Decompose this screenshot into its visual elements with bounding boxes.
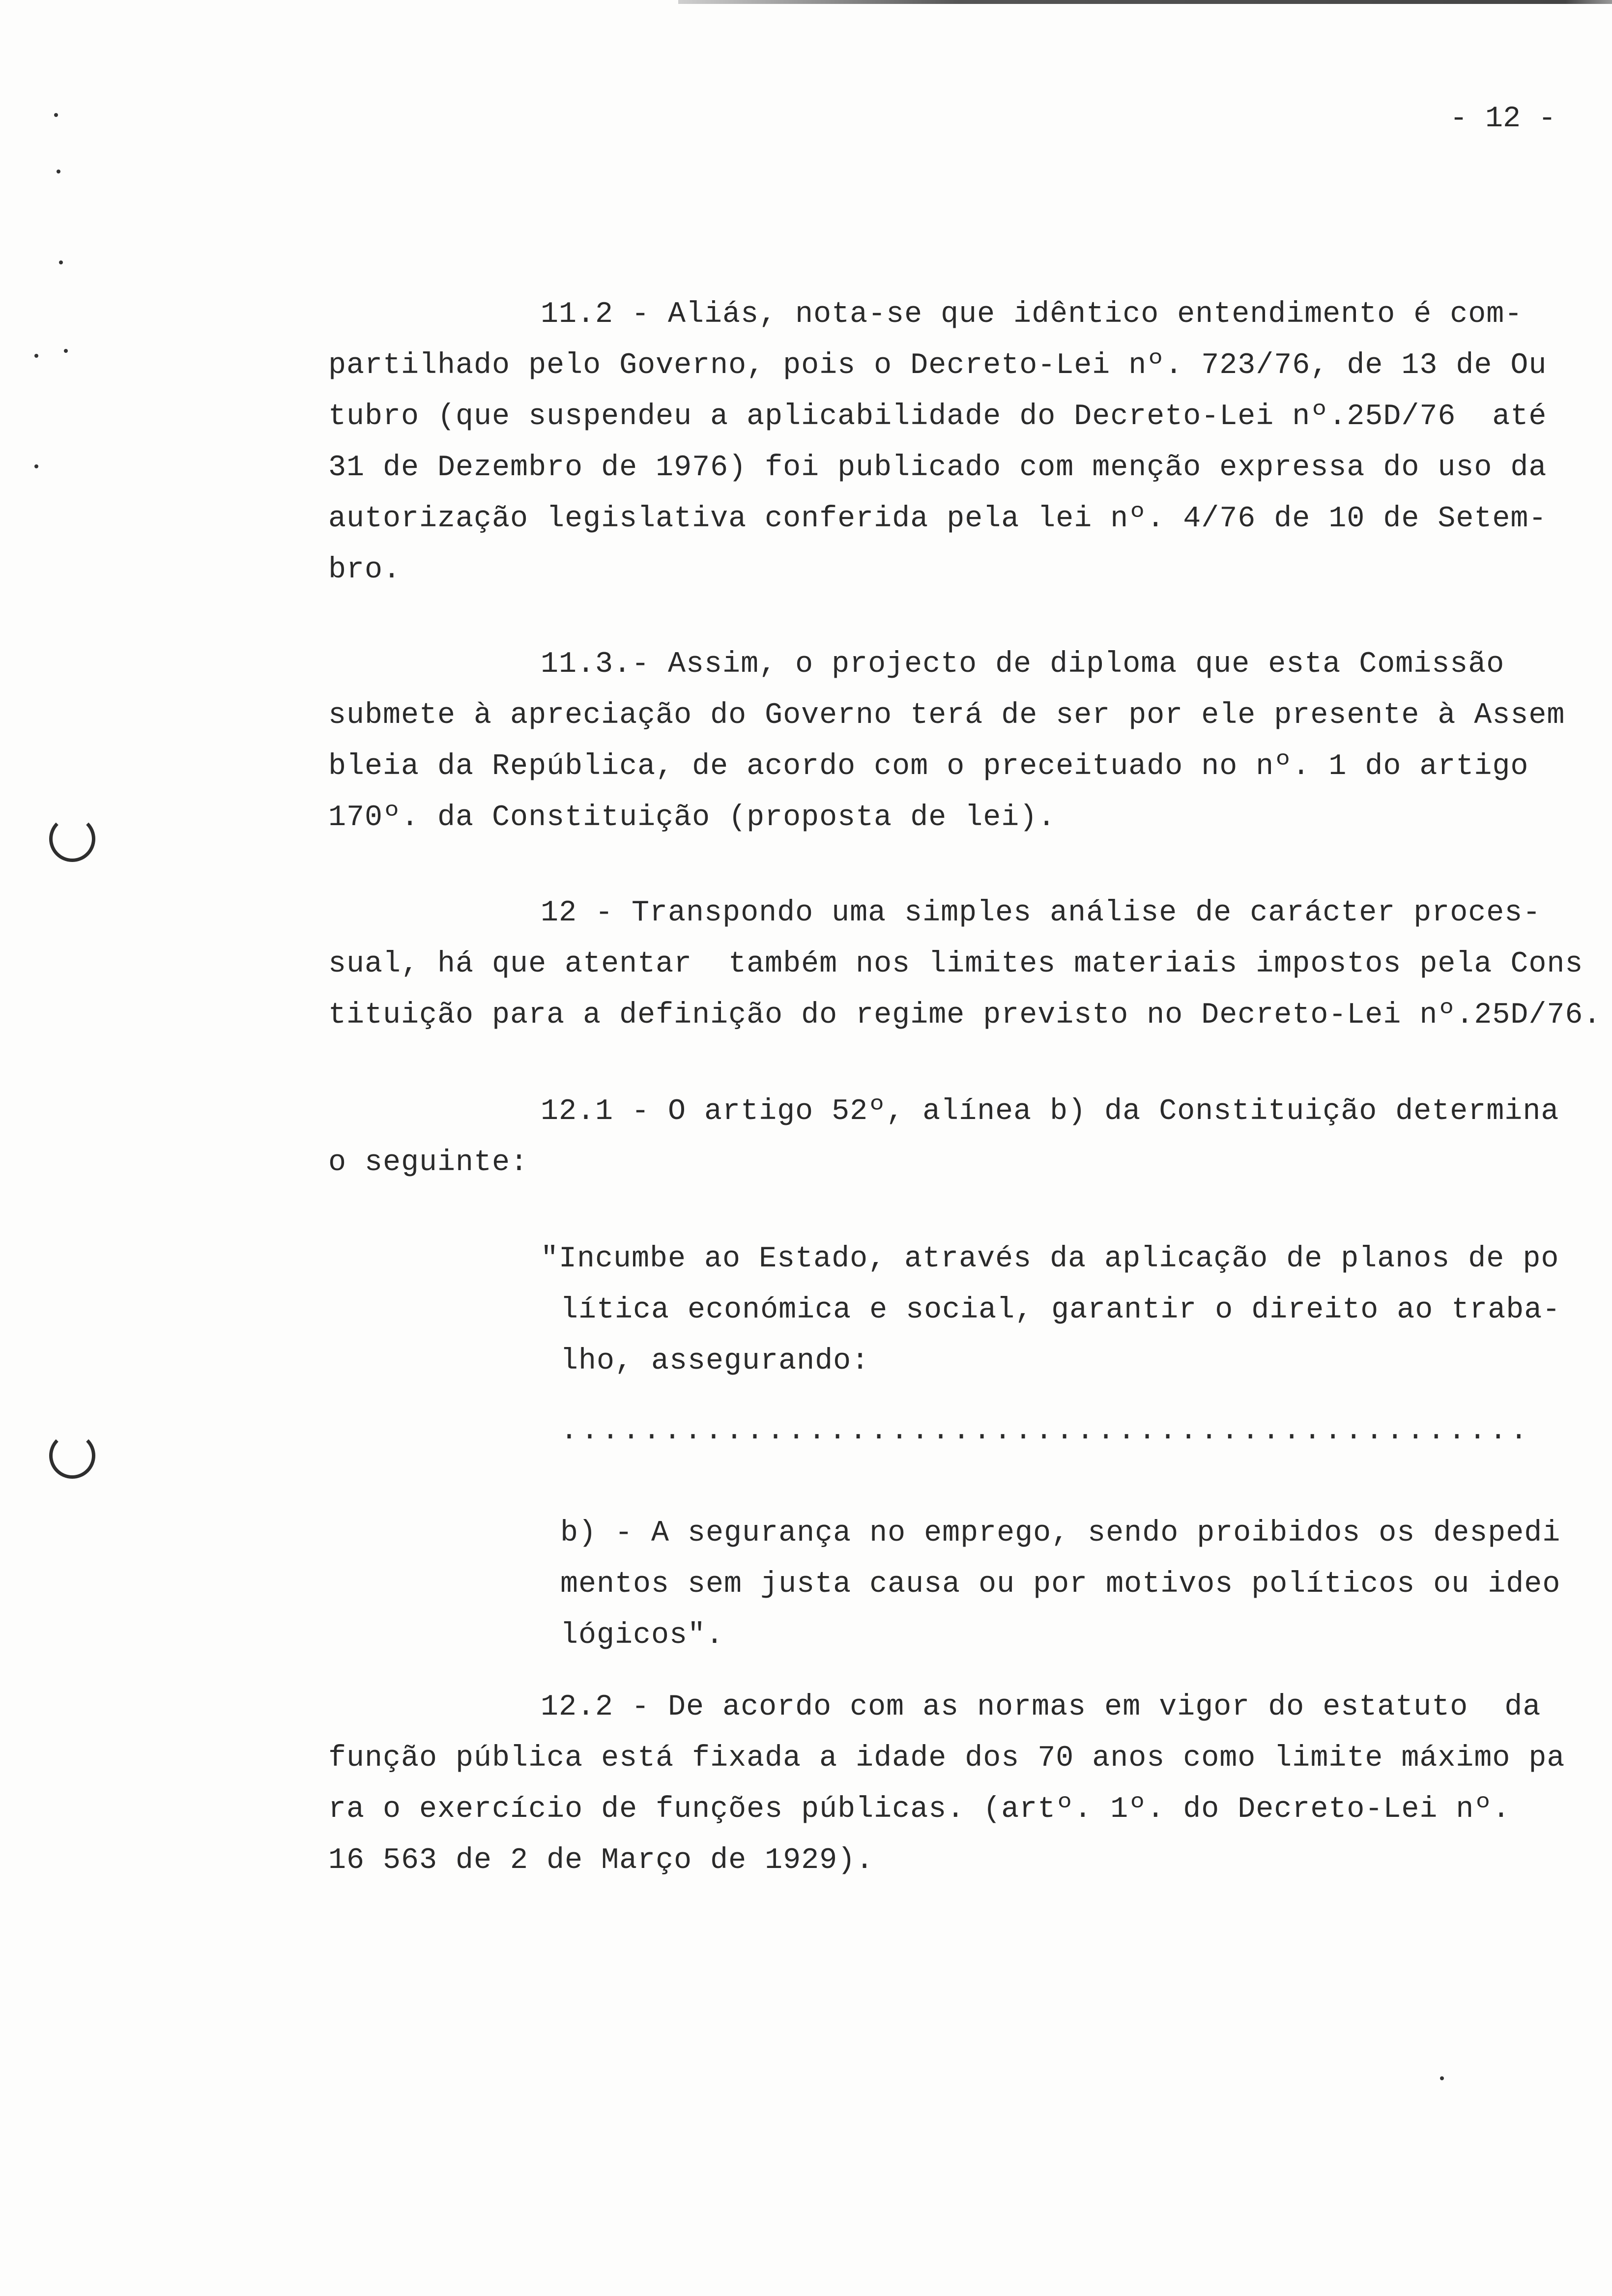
- speck: [1440, 2076, 1444, 2080]
- quote-line-5: mentos sem justa causa ou por motivos políticos ou ideo: [560, 1568, 1561, 1601]
- punch-hole: [49, 1433, 95, 1479]
- paragraph-11-2-line-2: partilhado pelo Governo, pois o Decreto-Lei nº. 723/76, de 13 de Ou: [328, 349, 1547, 382]
- paragraph-11-3-line-1: 11.3.- Assim, o projecto de diploma que esta Comissão: [541, 648, 1505, 681]
- paragraph-12-line-2: sual, há que atentar também nos limites materiais impostos pela Cons: [328, 947, 1583, 981]
- speck: [34, 354, 38, 358]
- speck: [59, 260, 63, 264]
- quote-line-6: lógicos".: [560, 1619, 724, 1652]
- paragraph-11-2-line-4: 31 de Dezembro de 1976) foi publicado com menção expressa do uso da: [328, 451, 1547, 485]
- paragraph-12-2-line-4: 16 563 de 2 de Março de 1929).: [328, 1844, 874, 1877]
- quote-line-1: "Incumbe ao Estado, através da aplicação de planos de po: [541, 1242, 1559, 1276]
- paragraph-12-2-line-1: 12.2 - De acordo com as normas em vigor do estatuto da: [541, 1691, 1541, 1724]
- speck: [57, 170, 60, 173]
- page-number: - 12 -: [1450, 102, 1556, 136]
- paragraph-12-1-line-1: 12.1 - O artigo 52º, alínea b) da Constituição determina: [541, 1095, 1559, 1128]
- paragraph-12-line-3: tituição para a definição do regime previsto no Decreto-Lei nº.25D/76.: [328, 999, 1602, 1032]
- quote-line-4: b) - A segurança no emprego, sendo proibidos os despedi: [560, 1517, 1561, 1550]
- paragraph-12-1-line-2: o seguinte:: [328, 1146, 529, 1179]
- top-rule: [678, 0, 1612, 4]
- paragraph-12-line-1: 12 - Transpondo uma simples análise de carácter proces-: [541, 896, 1541, 930]
- punch-hole: [49, 816, 95, 862]
- speck: [34, 464, 38, 468]
- speck: [54, 113, 58, 117]
- paragraph-11-2-line-6: bro.: [328, 553, 402, 587]
- paragraph-11-3-line-4: 170º. da Constituição (proposta de lei).: [328, 801, 1056, 834]
- quote-ellipsis-line: ...............................................: [560, 1414, 1531, 1448]
- speck: [64, 349, 68, 353]
- paragraph-11-3-line-2: submete à apreciação do Governo terá de ser por ele presente à Assem: [328, 699, 1565, 732]
- paragraph-11-2-line-1: 11.2 - Aliás, nota-se que idêntico entendimento é com-: [541, 298, 1523, 331]
- paragraph-11-2-line-5: autorização legislativa conferida pela lei nº. 4/76 de 10 de Setem-: [328, 502, 1547, 536]
- quote-line-3: lho, assegurando:: [560, 1345, 870, 1378]
- paragraph-11-2-line-3: tubro (que suspendeu a aplicabilidade do Decreto-Lei nº.25D/76 até: [328, 400, 1547, 433]
- paragraph-11-3-line-3: bleia da República, de acordo com o preceituado no nº. 1 do artigo: [328, 750, 1529, 783]
- paragraph-12-2-line-2: função pública está fixada a idade dos 70 anos como limite máximo pa: [328, 1742, 1565, 1775]
- paragraph-12-2-line-3: ra o exercício de funções públicas. (artº. 1º. do Decreto-Lei nº.: [328, 1793, 1511, 1826]
- quote-line-2: lítica económica e social, garantir o direito ao traba-: [560, 1293, 1561, 1327]
